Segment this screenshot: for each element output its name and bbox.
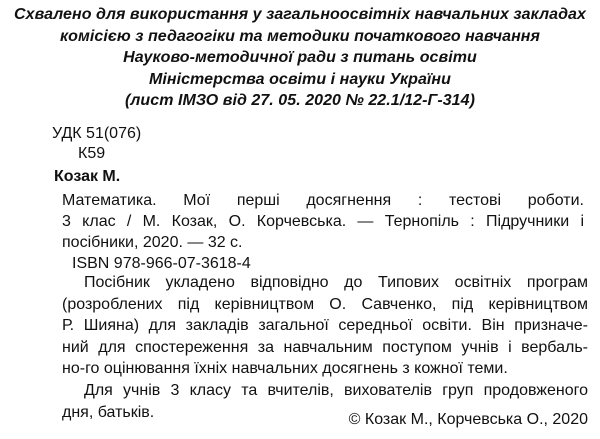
author-mark-code: К59 (78, 145, 106, 162)
annotation-line-5: но-го оцінювання їхніх навчальних досягнень з кожної теми. (62, 360, 508, 378)
bib-line-1: Математика. Мої перші досягнення : тестові роботи. (62, 192, 584, 209)
approval-notice (0, 4, 600, 112)
approval-line-1: Схвалено для використання у загальноосвітніх навчальних закладах (14, 6, 586, 23)
annotation-line-4: ний для спостереження за навчальним поступом учнів і вербаль- (62, 338, 588, 356)
annotation-line-3: Р. Шияна) для закладів загальної середньої освіти. Він призначе- (62, 317, 588, 335)
approval-line-5: (лист ІМЗО від 27. 05. 2020 № 22.1/12-Г-314) (125, 92, 475, 109)
annotation-line-7: дня, батьків. (62, 403, 155, 421)
approval-line-4: Міністерства освіти і науки України (149, 70, 451, 88)
annotation-line-2: (розроблених під керівництвом О. Савченко, під керівництвом (62, 295, 588, 313)
isbn: ISBN 978-966-07-3618-4 (72, 255, 251, 272)
annotation-line-6: Для учнів 3 класу та вчителів, вихователів груп продовженого (84, 381, 588, 399)
copyright-notice: © Козак М., Корчевська О., 2020 (348, 411, 588, 428)
author-heading: Козак М. (54, 168, 121, 185)
udk-code: УДК 51(076) (52, 125, 142, 142)
bibliographic-description (62, 190, 584, 274)
annotation (62, 272, 588, 423)
bib-line-2: 3 клас / М. Козак, О. Корчевська. — Тернопіль : Підручники і (62, 213, 584, 230)
annotation-line-1: Посібник укладено відповідно до Типових освітніх програм (84, 274, 588, 291)
approval-line-2: комісією з педагогіки та методики початкового навчання (60, 27, 540, 45)
approval-line-3: Науково-методичної ради з питань освіти (123, 49, 477, 66)
catalog-codes (52, 124, 141, 164)
bib-line-3: посібники, 2020. — 32 с. (62, 234, 243, 251)
